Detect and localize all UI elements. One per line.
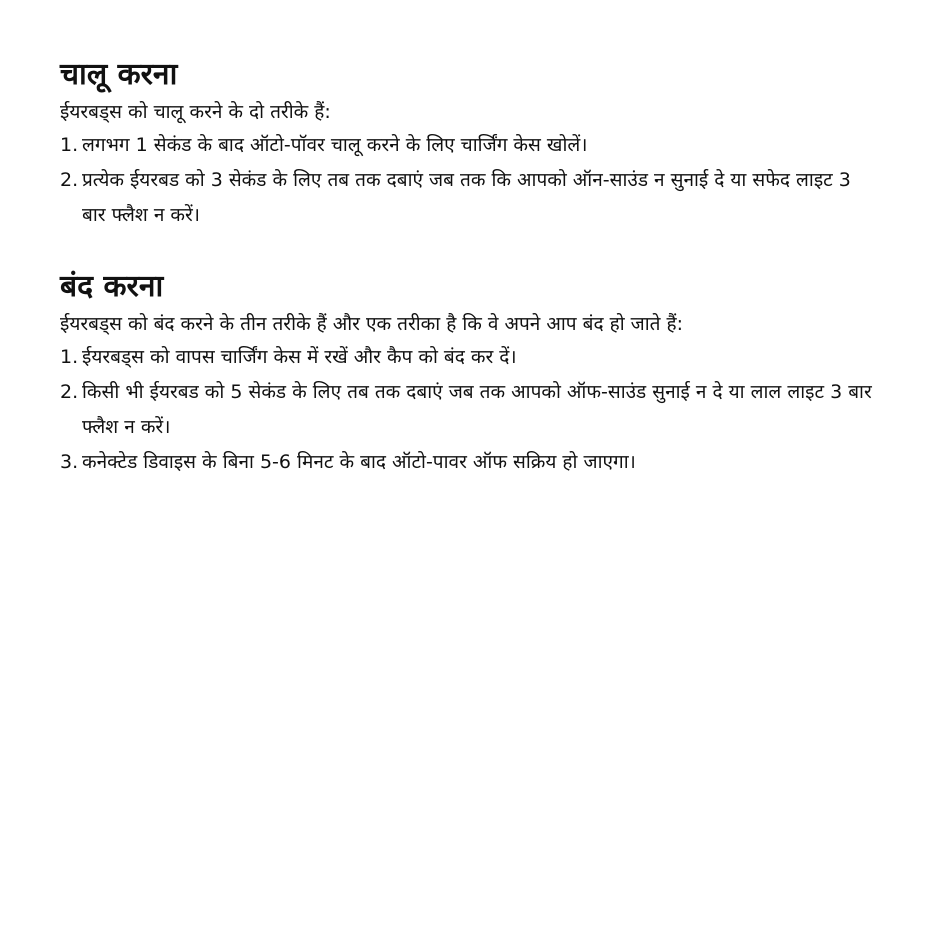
power-on-intro: ईयरबड्स को चालू करने के दो तरीके हैं: — [60, 101, 331, 123]
step-text: कनेक्टेड डिवाइस के बिना 5-6 मिनट के बाद ऑटो-पावर ऑफ सक्रिय हो जाएगा। — [82, 451, 636, 473]
step-number: 3. — [60, 451, 79, 473]
list-item — [60, 445, 880, 480]
step-number: 1. — [60, 346, 79, 368]
step-text: ईयरबड्स को वापस चार्जिंग केस में रखें और कैप को बंद कर दें। — [82, 346, 517, 368]
step-number: 1. — [60, 134, 79, 156]
step-text: प्रत्येक ईयरबड को 3 सेकंड के लिए तब तक दबाएं जब तक कि आपको ऑन-साउंड न सुनाई दे या सफेद लाइट 3 बार फ्लैश न करें। — [82, 169, 851, 226]
step-number: 2. — [60, 169, 79, 191]
step-text: किसी भी ईयरबड को 5 सेकंड के लिए तब तक दबाएं जब तक आपको ऑफ-साउंड सुनाई न दे या लाल लाइट 3 बार फ्लैश न करें। — [82, 381, 872, 438]
step-text: लगभग 1 सेकंड के बाद ऑटो-पॉवर चालू करने के लिए चार्जिंग केस खोलें। — [82, 134, 588, 156]
list-item — [60, 340, 880, 375]
power-off-heading: बंद करना — [60, 269, 164, 304]
power-on-section — [60, 55, 880, 233]
manual-page — [60, 55, 880, 480]
power-on-heading: चालू करना — [60, 57, 178, 92]
power-off-section — [60, 267, 880, 480]
step-number: 2. — [60, 381, 79, 403]
power-on-steps — [60, 128, 880, 233]
list-item — [60, 128, 880, 163]
power-off-intro: ईयरबड्स को बंद करने के तीन तरीके हैं और एक तरीका है कि वे अपने आप बंद हो जाते हैं: — [60, 313, 684, 335]
list-item — [60, 163, 880, 233]
list-item — [60, 375, 880, 445]
power-off-steps — [60, 340, 880, 480]
